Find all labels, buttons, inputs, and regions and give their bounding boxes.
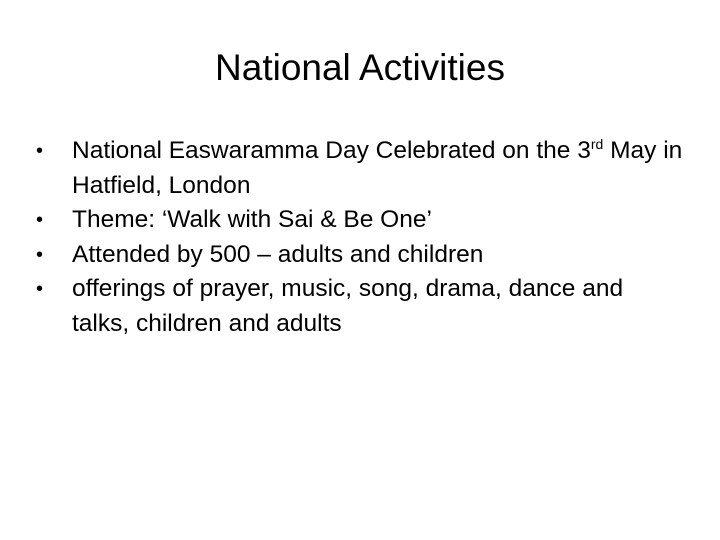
ordinal-suffix: rd bbox=[590, 135, 604, 152]
bullet-text: offerings of prayer, music, song, drama, dance and talks, children and adults bbox=[72, 275, 624, 337]
bullet-list bbox=[36, 134, 684, 341]
bullet-text: Theme: ‘Walk with Sai & Be One’ bbox=[72, 206, 432, 233]
bullet-text: Attended by 500 – adults and children bbox=[72, 240, 484, 268]
bullet-item-theme bbox=[36, 203, 684, 238]
bullet-item-attendance bbox=[36, 238, 684, 273]
slide-title: National Activities bbox=[215, 47, 505, 88]
bullet-item-easwaramma-day bbox=[36, 134, 684, 203]
bullet-icon: • bbox=[36, 278, 44, 300]
bullet-item-offerings bbox=[36, 272, 684, 341]
bullet-text-part: May in Hatfield, London bbox=[72, 137, 683, 199]
bullet-icon: • bbox=[36, 243, 44, 266]
bullet-icon: • bbox=[36, 209, 44, 231]
bullet-icon: • bbox=[36, 140, 44, 162]
bullet-text-part: National Easwaramma Day Celebrated on the 3 bbox=[72, 137, 591, 164]
